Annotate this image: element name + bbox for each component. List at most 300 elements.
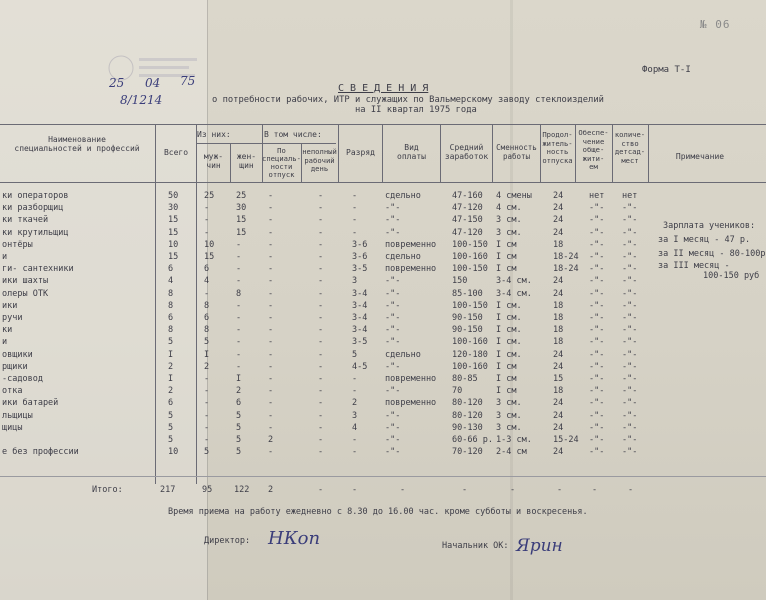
cell-wage: 47-160	[452, 191, 483, 201]
cell-women: -	[236, 300, 242, 311]
cell-shift: I см	[496, 252, 517, 262]
cell-men: 6	[204, 264, 210, 275]
cell-wage: 120-180	[452, 349, 488, 360]
cell-vac: 24	[553, 288, 564, 299]
cell-name: ки крутильщиц	[2, 227, 69, 238]
cell-kg: -"-	[622, 276, 638, 287]
totals-c2: -	[318, 485, 324, 495]
cell-wage: 60-66 р.	[452, 435, 493, 445]
cell-kg: -"-	[622, 288, 638, 299]
cell-women: 15	[236, 227, 247, 238]
cell-vac: 15-24	[553, 435, 579, 445]
cell-men: I	[204, 349, 210, 360]
cell-shift: I см.	[496, 337, 522, 348]
cell-vac: 24	[553, 191, 564, 201]
cell-dorm: -"-	[589, 337, 605, 348]
cell-c1: -	[268, 349, 274, 360]
cell-women: 6	[236, 398, 242, 409]
cell-c1: -	[268, 410, 274, 421]
cell-women: 15	[236, 215, 247, 226]
cell-vac: 18-24	[553, 252, 579, 262]
cell-kg: -"-	[622, 422, 638, 433]
col-kindergarten-header: количе- ство детсад- мест	[614, 130, 646, 165]
cell-c2: -	[318, 422, 324, 433]
cell-c1: -	[268, 361, 274, 372]
reg-year: 75	[180, 74, 196, 88]
cell-name: онтёры	[2, 239, 33, 250]
cell-women: -	[236, 239, 242, 250]
cell-dorm: -"-	[589, 398, 605, 409]
cell-vac: 24	[553, 276, 564, 287]
cell-women: 5	[236, 435, 242, 445]
cell-pay: -"-	[385, 325, 401, 336]
cell-shift: I см.	[496, 313, 522, 323]
cell-pay: сдельно	[385, 252, 421, 262]
cell-name: рщики	[2, 361, 28, 372]
cell-men: 25	[204, 191, 215, 201]
cell-men: -	[204, 410, 210, 421]
table-header-bottom-line	[0, 182, 766, 183]
cell-c1: -	[268, 288, 274, 299]
cell-total: 50	[168, 191, 179, 201]
cell-shift: 4 см.	[496, 203, 522, 214]
cell-name: -садовод	[2, 374, 43, 384]
cell-men: 6	[204, 313, 210, 323]
col-women-header: жен- щин	[236, 152, 257, 170]
cell-shift: I см	[496, 374, 517, 384]
cell-shift: 3-4 см.	[496, 288, 532, 299]
cell-total: 5	[168, 410, 174, 421]
cell-grade: 5	[352, 349, 358, 360]
cell-total: 5	[168, 422, 174, 433]
cell-pay: повременно	[385, 374, 437, 384]
cell-c2: -	[318, 374, 324, 384]
cell-total: 15	[168, 227, 179, 238]
cell-c1: -	[268, 325, 274, 336]
cell-shift: 3 см.	[496, 227, 522, 238]
cell-name: ики	[2, 300, 18, 311]
cell-c2: -	[318, 300, 324, 311]
col-nohousing-header: По специаль- ности отпуск	[262, 146, 301, 179]
cell-vac: 18	[553, 386, 564, 397]
cell-women: 2	[236, 386, 242, 397]
cell-wage: 70	[452, 386, 463, 397]
cell-name: ки операторов	[2, 191, 69, 201]
cell-pay: -"-	[385, 435, 401, 445]
cell-c1: -	[268, 300, 274, 311]
cell-total: 8	[168, 300, 174, 311]
col-pay-header: Вид оплаты	[397, 143, 426, 161]
cell-c1: -	[268, 227, 274, 238]
cell-dorm: -"-	[589, 203, 605, 214]
cell-c2: -	[318, 410, 324, 421]
reg-number: 8/1214	[120, 93, 163, 107]
cell-women: 25	[236, 191, 247, 201]
cell-women: -	[236, 361, 242, 372]
cell-grade: 4	[352, 422, 358, 433]
cell-vac: 18	[553, 300, 564, 311]
cell-grade: -	[352, 191, 358, 201]
cell-name: ки	[2, 325, 13, 336]
cell-grade: 3-4	[352, 288, 368, 299]
cell-c1: -	[268, 398, 274, 409]
col-name-header: Наименование специальностей и профессий	[14, 135, 140, 153]
cell-dorm: -"-	[589, 325, 605, 336]
cell-wage: 90-150	[452, 313, 483, 323]
cell-c2: -	[318, 337, 324, 348]
cell-c1: -	[268, 386, 274, 397]
cell-vac: 24	[553, 398, 564, 409]
cell-vac: 24	[553, 422, 564, 433]
cell-c1: -	[268, 191, 274, 201]
cell-grade: 3-6	[352, 252, 368, 262]
cell-name: овщики	[2, 349, 33, 360]
cell-c2: -	[318, 215, 324, 226]
cell-pay: -"-	[385, 215, 401, 226]
cell-c2: -	[318, 325, 324, 336]
cell-men: -	[204, 386, 210, 397]
cell-total: 15	[168, 215, 179, 226]
cell-c2: -	[318, 191, 324, 201]
cell-shift: I см	[496, 361, 517, 372]
cell-kg: -"-	[622, 398, 638, 409]
cell-pay: сдельно	[385, 191, 421, 201]
cell-grade: 3-5	[352, 337, 368, 348]
cell-grade: -	[352, 227, 358, 238]
cell-pay: -"-	[385, 276, 401, 287]
cell-men: 8	[204, 300, 210, 311]
cell-pay: -"-	[385, 313, 401, 323]
cell-total: 6	[168, 264, 174, 275]
cell-wage: 100-150	[452, 239, 488, 250]
note-line4: за III месяц -	[658, 261, 730, 271]
cell-kg: -"-	[622, 447, 638, 458]
cell-pay: -"-	[385, 300, 401, 311]
cell-kg: -"-	[622, 349, 638, 360]
corner-mark: № 06	[700, 18, 731, 31]
cell-name: ки разборщиц	[2, 203, 64, 214]
cell-kg: -"-	[622, 227, 638, 238]
cell-kg: -"-	[622, 435, 638, 445]
cell-kg: нет	[622, 191, 638, 201]
cell-kg: -"-	[622, 361, 638, 372]
cell-pay: -"-	[385, 361, 401, 372]
cell-dorm: -"-	[589, 435, 605, 445]
cell-vac: 18	[553, 337, 564, 348]
cell-wage: 150	[452, 276, 468, 287]
cell-grade: 3-4	[352, 300, 368, 311]
cell-dorm: -"-	[589, 227, 605, 238]
cell-total: I	[168, 349, 174, 360]
cell-c1: -	[268, 276, 274, 287]
document-title: С В Е Д Е Н И Я	[338, 83, 429, 94]
cell-pay: сдельно	[385, 349, 421, 360]
cell-women: 5	[236, 447, 242, 458]
cell-total: 5	[168, 337, 174, 348]
cell-total: 8	[168, 288, 174, 299]
cell-dorm: -"-	[589, 374, 605, 384]
cell-women: I	[236, 374, 242, 384]
col-wage-header: Средний заработок	[444, 143, 489, 161]
cell-kg: -"-	[622, 374, 638, 384]
cell-c2: -	[318, 398, 324, 409]
cell-vac: 24	[553, 361, 564, 372]
cell-women: -	[236, 264, 242, 275]
cell-c2: -	[318, 361, 324, 372]
cell-c2: -	[318, 435, 324, 445]
cell-women: -	[236, 276, 242, 287]
head-ok-signature: Ярин	[516, 536, 563, 556]
cell-vac: 24	[553, 203, 564, 214]
cell-wage: 80-85	[452, 374, 478, 384]
note-line1: Зарплата учеников:	[663, 221, 756, 231]
cell-shift: 4 смены	[496, 191, 532, 201]
cell-vac: 24	[553, 227, 564, 238]
cell-dorm: -"-	[589, 300, 605, 311]
cell-name: ики шахты	[2, 276, 49, 287]
note-line5: 100-150 руб	[703, 271, 760, 281]
form-label: Форма Т-I	[642, 65, 691, 75]
cell-vac: 24	[553, 349, 564, 360]
cell-c2: -	[318, 313, 324, 323]
col-including-header: В том числе:	[264, 130, 322, 139]
col-note-header: Примечание	[675, 152, 725, 161]
cell-total: 6	[168, 398, 174, 409]
cell-kg: -"-	[622, 203, 638, 214]
cell-men: -	[204, 288, 210, 299]
cell-c2: -	[318, 203, 324, 214]
cell-grade: 3	[352, 276, 358, 287]
cell-grade: 2	[352, 398, 358, 409]
cell-total: I	[168, 374, 174, 384]
cell-name: е без профессии	[2, 447, 79, 458]
cell-c1: -	[268, 264, 274, 275]
cell-pay: -"-	[385, 227, 401, 238]
totals-kg: -	[628, 485, 634, 495]
cell-dorm: нет	[589, 191, 605, 201]
cell-pay: повременно	[385, 264, 437, 275]
cell-c1: -	[268, 447, 274, 458]
cell-dorm: -"-	[589, 215, 605, 226]
cell-c2: -	[318, 288, 324, 299]
col-total-header: Всего	[163, 148, 189, 157]
cell-total: 6	[168, 313, 174, 323]
cell-dorm: -"-	[589, 313, 605, 323]
cell-shift: I см	[496, 386, 517, 397]
cell-women: 30	[236, 203, 247, 214]
table-top-line	[0, 124, 766, 125]
cell-c1: -	[268, 422, 274, 433]
col-shift-header: Сменность работы	[496, 143, 537, 161]
cell-grade: 3-4	[352, 325, 368, 336]
cell-c1: -	[268, 203, 274, 214]
cell-vac: 18	[553, 325, 564, 336]
cell-vac: 24	[553, 410, 564, 421]
cell-women: -	[236, 313, 242, 323]
note-line3: за II месяц - 80-100р	[658, 249, 766, 259]
cell-men: -	[204, 374, 210, 384]
cell-women: 5	[236, 422, 242, 433]
cell-wage: 80-120	[452, 398, 483, 409]
cell-dorm: -"-	[589, 422, 605, 433]
cell-men: 5	[204, 337, 210, 348]
cell-women: -	[236, 325, 242, 336]
cell-wage: 90-130	[452, 422, 483, 433]
cell-men: 8	[204, 325, 210, 336]
cell-grade: -	[352, 386, 358, 397]
cell-shift: 3 см.	[496, 398, 522, 409]
cell-name: ики батарей	[2, 398, 59, 409]
cell-kg: -"-	[622, 337, 638, 348]
cell-grade: -	[352, 374, 358, 384]
cell-c2: -	[318, 276, 324, 287]
cell-name: и	[2, 252, 8, 262]
cell-wage: 80-120	[452, 410, 483, 421]
cell-grade: -	[352, 203, 358, 214]
cell-c2: -	[318, 227, 324, 238]
cell-dorm: -"-	[589, 264, 605, 275]
reg-month: 04	[145, 76, 161, 90]
director-signature: НКоп	[268, 528, 321, 549]
cell-pay: повременно	[385, 398, 437, 409]
cell-dorm: -"-	[589, 252, 605, 262]
cell-name: ки ткачей	[2, 215, 49, 226]
cell-total: 5	[168, 435, 174, 445]
cell-men: -	[204, 215, 210, 226]
cell-women: -	[236, 349, 242, 360]
cell-wage: 85-100	[452, 288, 483, 299]
cell-total: 2	[168, 361, 174, 372]
cell-wage: 100-160	[452, 252, 488, 262]
cell-grade: -	[352, 435, 358, 445]
cell-women: 8	[236, 288, 242, 299]
cell-kg: -"-	[622, 300, 638, 311]
col-partday-header: неполный рабочий день	[302, 147, 337, 173]
cell-men: -	[204, 398, 210, 409]
cell-shift: 3 см.	[496, 215, 522, 226]
cell-women: -	[236, 252, 242, 262]
cell-kg: -"-	[622, 264, 638, 275]
cell-dorm: -"-	[589, 239, 605, 250]
cell-shift: 3-4 см.	[496, 276, 532, 287]
cell-shift: I см	[496, 264, 517, 275]
cell-pay: -"-	[385, 337, 401, 348]
cell-pay: -"-	[385, 203, 401, 214]
cell-shift: I см.	[496, 349, 522, 360]
cell-c2: -	[318, 349, 324, 360]
cell-dorm: -"-	[589, 349, 605, 360]
cell-dorm: -"-	[589, 276, 605, 287]
cell-men: 2	[204, 361, 210, 372]
cell-pay: -"-	[385, 410, 401, 421]
cell-vac: 15	[553, 374, 564, 384]
cell-wage: 100-160	[452, 361, 488, 372]
cell-grade: 3-5	[352, 264, 368, 275]
cell-men: 10	[204, 239, 215, 250]
totals-total: 217	[160, 485, 176, 495]
cell-wage: 100-160	[452, 337, 488, 348]
cell-name: льщицы	[2, 410, 33, 421]
subtitle-line1: о потребности рабочих, ИТР и служащих по Вальмерскому заводу стеклоизделий	[212, 95, 604, 105]
cell-kg: -"-	[622, 313, 638, 323]
cell-men: -	[204, 203, 210, 214]
cell-wage: 47-120	[452, 227, 483, 238]
cell-wage: 100-150	[452, 300, 488, 311]
cell-kg: -"-	[622, 386, 638, 397]
cell-dorm: -"-	[589, 361, 605, 372]
cell-kg: -"-	[622, 215, 638, 226]
cell-name: ручи	[2, 313, 23, 323]
cell-wage: 100-150	[452, 264, 488, 275]
cell-name: отка	[2, 386, 23, 397]
cell-vac: 18	[553, 313, 564, 323]
totals-grade: -	[352, 485, 358, 495]
cell-c2: -	[318, 239, 324, 250]
totals-vac: -	[557, 485, 563, 495]
cell-wage: 70-120	[452, 447, 483, 458]
cell-men: -	[204, 435, 210, 445]
cell-wage: 47-120	[452, 203, 483, 214]
cell-total: 15	[168, 252, 179, 262]
cell-men: 15	[204, 252, 215, 262]
totals-pay: -	[400, 485, 406, 495]
totals-shift: -	[510, 485, 516, 495]
col-grade-header: Разряд	[346, 148, 375, 157]
cell-kg: -"-	[622, 410, 638, 421]
cell-c1: -	[268, 374, 274, 384]
cell-c2: -	[318, 264, 324, 275]
cell-grade: -	[352, 215, 358, 226]
cell-vac: 18	[553, 239, 564, 250]
cell-c2: -	[318, 386, 324, 397]
cell-men: 4	[204, 276, 210, 287]
totals-women: 122	[234, 485, 250, 495]
cell-men: 5	[204, 447, 210, 458]
cell-grade: 4-5	[352, 361, 368, 372]
totals-men: 95	[202, 485, 213, 495]
cell-pay: -"-	[385, 288, 401, 299]
cell-men: -	[204, 227, 210, 238]
cell-c1: -	[268, 239, 274, 250]
cell-total: 10	[168, 239, 179, 250]
reg-day: 25	[109, 76, 125, 90]
note-line2: за I месяц - 47 р.	[658, 235, 751, 245]
col-ofthem-header: Из них:	[197, 130, 231, 139]
cell-pay: -"-	[385, 447, 401, 458]
totals-dorm: -	[592, 485, 598, 495]
col-vacation-header: Продол- житель- ность отпуска	[542, 130, 573, 165]
cell-kg: -"-	[622, 239, 638, 250]
cell-women: -	[236, 337, 242, 348]
cell-name: щицы	[2, 422, 23, 433]
reception-hours: Время приема на работу ежедневно с 8.30 до 16.00 час. кроме субботы и воскресенья.	[168, 507, 588, 517]
cell-dorm: -"-	[589, 410, 605, 421]
cell-total: 30	[168, 203, 179, 214]
cell-total: 8	[168, 325, 174, 336]
cell-c1: -	[268, 215, 274, 226]
cell-shift: I см	[496, 239, 517, 250]
totals-c1: 2	[268, 485, 274, 495]
cell-kg: -"-	[622, 252, 638, 262]
cell-vac: 24	[553, 447, 564, 458]
cell-dorm: -"-	[589, 447, 605, 458]
cell-dorm: -"-	[589, 386, 605, 397]
cell-name: олеры ОТК	[2, 288, 49, 299]
cell-dorm: -"-	[589, 288, 605, 299]
cell-c1: -	[268, 337, 274, 348]
cell-grade: 3	[352, 410, 358, 421]
cell-shift: I см.	[496, 325, 522, 336]
